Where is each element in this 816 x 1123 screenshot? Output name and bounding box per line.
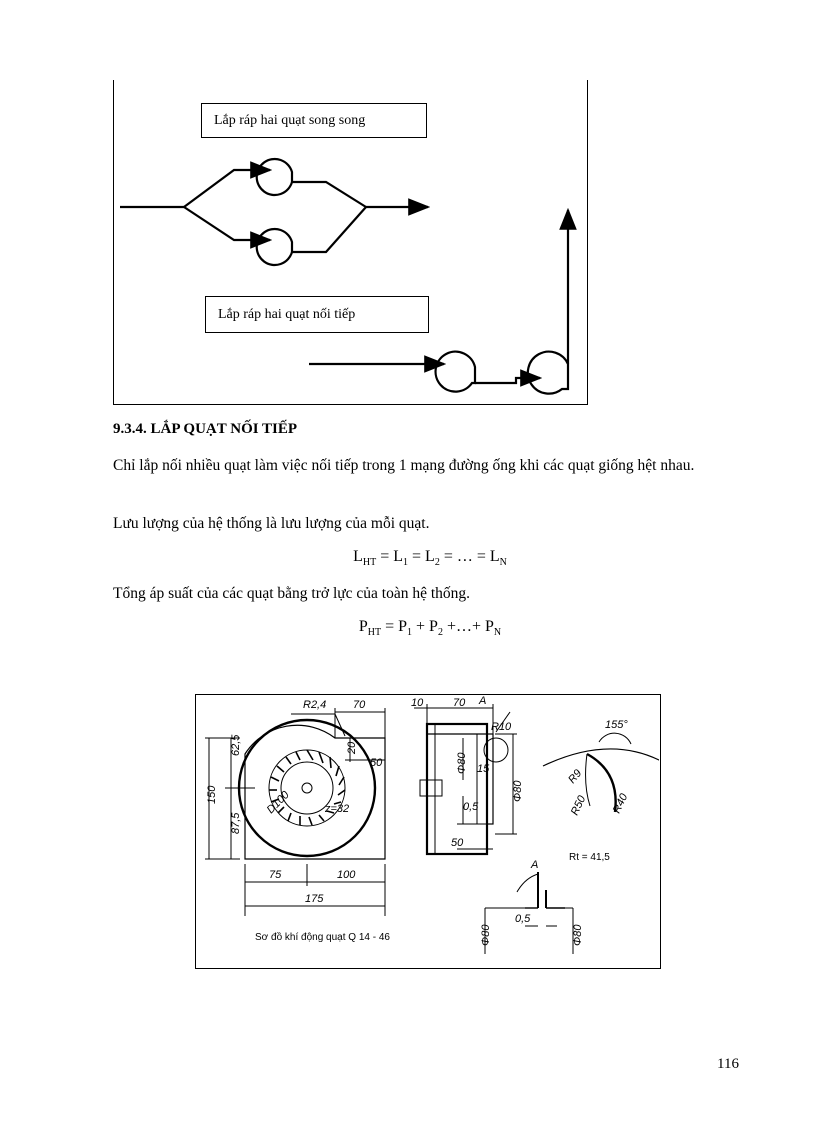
series-fan-1-scroll (436, 352, 475, 392)
dim-phi80-inner: Φ80 (456, 752, 468, 774)
dim-10: 10 (411, 697, 424, 709)
drawing-caption: Sơ đồ khí động quạt Q 14 - 46 (255, 932, 390, 943)
dim-r50: R50 (568, 793, 589, 818)
upper-fan-scroll (257, 159, 292, 195)
series-assembly-label: Lắp ráp hai quạt nối tiếp (205, 296, 429, 333)
dim-r40: R40 (610, 791, 631, 816)
dim-70-side: 70 (453, 697, 466, 709)
dim-r24: R2,4 (303, 699, 327, 711)
formula-flow-rate: $L_{HT} = L_1 = L_2$ = … = $L_N$ (353, 548, 507, 569)
detail-a-marker: A (479, 695, 487, 707)
upper-fan-outlet (292, 182, 366, 207)
section-heading: 9.3.4. LẮP QUẠT NỐI TIẾP (113, 421, 298, 437)
dim-150: 150 (206, 785, 218, 804)
formula-total-pressure: $P_{HT} = P_1 + P_2$ +…+ $P_N$ (358, 618, 502, 639)
series-fan-2-scroll (528, 352, 568, 394)
dim-0-5-side: 0,5 (463, 801, 479, 813)
dim-70-front: 70 (353, 699, 366, 711)
housing-side-view (427, 724, 487, 854)
blade-profile (587, 754, 616, 812)
dim-0-5-detail: 0,5 (515, 913, 531, 925)
page-number: 116 (717, 1056, 739, 1072)
dim-20: 20 (346, 741, 358, 754)
dim-d100: D100 (264, 789, 292, 817)
dim-phi80-detail-left: Φ80 (480, 924, 492, 946)
parallel-assembly-label: Lắp ráp hai quạt song song (201, 103, 427, 138)
dim-75: 75 (269, 869, 282, 881)
scroll-outer (239, 720, 375, 856)
housing-front-view (245, 725, 385, 859)
dim-175: 175 (305, 893, 324, 905)
paragraph-flow-rate: Lưu lượng của hệ thống là lưu lượng của mỗi quạt. (113, 515, 430, 532)
dim-15: 15 (477, 763, 490, 775)
dim-100: 100 (337, 869, 356, 881)
dim-62-5: 62,5 (230, 734, 242, 756)
paragraph-series-condition: Chỉ lắp nối nhiều quạt làm việc nối tiếp trong 1 mạng đường ống khi các quạt giống hệt nhau. (113, 457, 695, 474)
dim-50-front: 50 (370, 757, 383, 769)
dim-phi80-detail-right: Φ80 (572, 924, 584, 946)
rt-value: Rt = 41,5 (569, 852, 610, 863)
fan-connection-schematic (0, 0, 816, 420)
fan-technical-drawing (195, 694, 659, 967)
detail-a-title: A (531, 859, 539, 871)
lower-fan-scroll (257, 229, 292, 265)
dim-r10: R10 (491, 721, 512, 733)
angle-155: 155° (605, 719, 628, 731)
parallel-lower-branch (184, 207, 270, 240)
dim-phi80-outer: Φ80 (512, 780, 524, 802)
shaft (420, 780, 442, 796)
dim-50-side: 50 (451, 837, 464, 849)
paragraph-total-pressure: Tổng áp suất của các quạt bằng trở lực của toàn hệ thống. (113, 585, 471, 602)
dim-87-5: 87,5 (230, 812, 242, 834)
blade-count-label: z=32 (325, 803, 350, 815)
dim-r9: R9 (566, 767, 585, 786)
lower-fan-outlet (292, 207, 366, 252)
hub (302, 783, 312, 793)
